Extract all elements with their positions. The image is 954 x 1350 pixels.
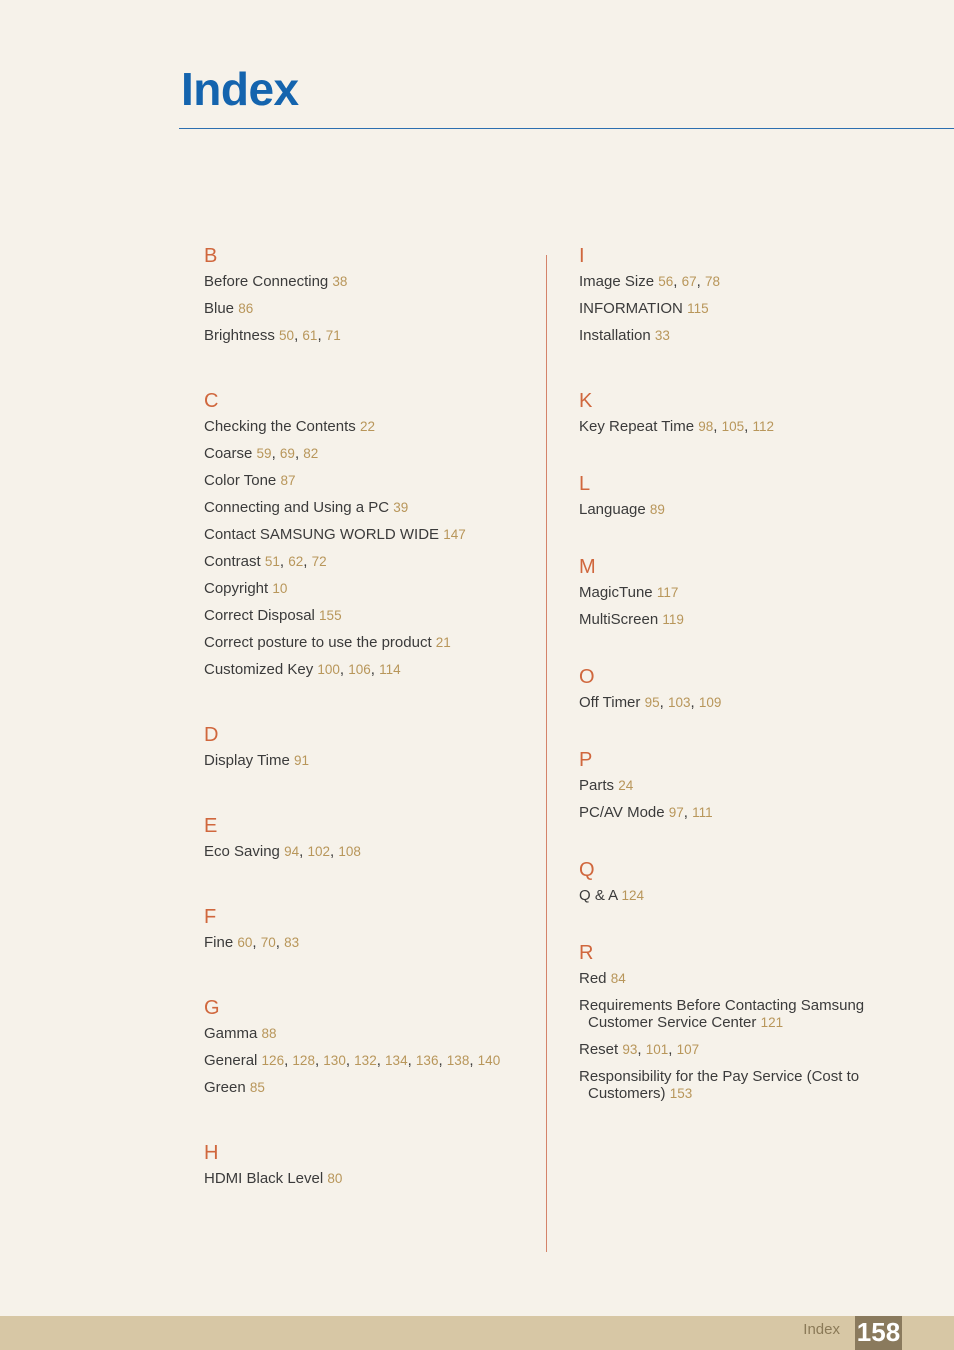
- section-letter: C: [204, 390, 219, 412]
- index-entry: Contrast 51, 62, 72: [204, 553, 327, 570]
- entry-term: Before Connecting: [204, 273, 329, 290]
- entry-term: Red: [579, 970, 607, 987]
- entry-term-continuation-text: Customers): [588, 1085, 666, 1102]
- page-reference-link[interactable]: 138: [446, 1053, 470, 1068]
- index-entry: [204, 499, 534, 516]
- index-entry: [204, 580, 534, 597]
- index-section-l: [579, 471, 939, 518]
- page-reference-link[interactable]: 124: [621, 888, 645, 903]
- index-entry: [204, 418, 534, 435]
- index-column-right: [579, 243, 939, 1102]
- entry-term: Reset: [579, 1041, 619, 1058]
- entry-list: [204, 1170, 534, 1187]
- page-reference-link[interactable]: 39: [393, 500, 409, 515]
- section-letter: H: [204, 1142, 219, 1164]
- page-reference-link[interactable]: 51: [264, 554, 280, 569]
- page-reference-link[interactable]: 101: [645, 1042, 669, 1057]
- entry-term: Contact SAMSUNG WORLD WIDE: [204, 526, 440, 543]
- page-reference-link[interactable]: 105: [721, 419, 745, 434]
- page-reference-link[interactable]: 140: [477, 1053, 501, 1068]
- section-letter: B: [204, 245, 218, 267]
- page-reference-link[interactable]: 128: [292, 1053, 315, 1068]
- index-entry: [579, 997, 939, 1031]
- page-reference-link[interactable]: 33: [654, 328, 670, 343]
- page-reference-link[interactable]: 70: [260, 935, 276, 950]
- entry-term: Brightness: [204, 327, 275, 344]
- index-section-o: [579, 664, 939, 711]
- page-reference-link[interactable]: 22: [359, 419, 375, 434]
- section-letter: G: [204, 997, 220, 1019]
- entry-term: Language: [579, 501, 646, 518]
- page-reference-link[interactable]: 106: [348, 662, 371, 677]
- page-reference-link[interactable]: 119: [662, 612, 684, 627]
- index-entry: [579, 501, 939, 518]
- page-reference-link[interactable]: 130: [323, 1053, 346, 1068]
- index-section-c: [204, 388, 534, 678]
- entry-term: Eco Saving: [204, 843, 280, 860]
- entry-term-continuation: [579, 1014, 939, 1031]
- page-reference-link[interactable]: 111: [692, 805, 713, 820]
- page-reference-link[interactable]: 24: [618, 778, 634, 793]
- entry-term: Coarse: [204, 445, 253, 462]
- index-entry: [204, 1079, 534, 1096]
- page-reference-link[interactable]: 89: [649, 502, 665, 517]
- index-section-f: [204, 904, 534, 951]
- section-letter: L: [579, 473, 591, 495]
- entry-term: Gamma: [204, 1025, 258, 1042]
- page-reference-link[interactable]: 132: [354, 1053, 377, 1068]
- page-reference-link[interactable]: 136: [415, 1053, 439, 1068]
- index-entry: [204, 1170, 534, 1187]
- index-entry: [579, 1068, 939, 1102]
- entry-list: [579, 887, 939, 904]
- entry-term: Parts: [579, 777, 615, 794]
- page-reference-link[interactable]: 59: [256, 446, 272, 461]
- entry-term: Blue: [204, 300, 235, 317]
- index-entry: General 126, 128, 130, 132, 134, 136, 138, 140: [204, 1052, 501, 1069]
- index-entry: Image Size 56, 67, 78: [579, 273, 720, 290]
- index-section-k: [579, 388, 939, 435]
- section-letter: I: [579, 245, 585, 267]
- index-section-i: [579, 243, 939, 344]
- entry-term: Installation: [579, 327, 651, 344]
- page-reference-link[interactable]: 117: [656, 585, 679, 600]
- section-letter: R: [579, 942, 594, 964]
- page-reference-link[interactable]: 78: [704, 274, 720, 289]
- index-column-left: [204, 243, 534, 1187]
- section-letter: D: [204, 724, 219, 746]
- entry-term: Connecting and Using a PC: [204, 499, 390, 516]
- section-letter: E: [204, 815, 218, 837]
- page-reference-link[interactable]: 102: [307, 844, 330, 859]
- index-entry: [579, 887, 939, 904]
- page-reference-link[interactable]: 82: [303, 446, 319, 461]
- entry-list: [579, 777, 939, 821]
- index-entry: Fine 60, 70, 83: [204, 934, 300, 951]
- index-entry: [204, 1025, 534, 1042]
- index-section-e: [204, 813, 534, 860]
- page-reference-link[interactable]: 62: [288, 554, 304, 569]
- index-entry: [579, 300, 939, 317]
- entry-term: HDMI Black Level: [204, 1170, 324, 1187]
- index-section-m: [579, 554, 939, 628]
- index-entry: [204, 472, 534, 489]
- page-reference-link[interactable]: 86: [238, 301, 254, 316]
- index-section-g: [204, 995, 534, 1096]
- page-reference-link[interactable]: 38: [332, 274, 348, 289]
- section-letter: F: [204, 906, 217, 928]
- entry-list: [579, 694, 939, 711]
- index-entry: [579, 611, 939, 628]
- section-letter: K: [579, 390, 593, 412]
- page-reference-link[interactable]: 87: [280, 473, 296, 488]
- page-reference-link[interactable]: 72: [311, 554, 327, 569]
- index-entry: [204, 300, 534, 317]
- entry-term: MagicTune: [579, 584, 653, 601]
- page-reference-link[interactable]: 134: [385, 1053, 408, 1068]
- entry-list: [204, 843, 534, 860]
- index-entry: [204, 634, 534, 651]
- index-section-b: [204, 243, 534, 344]
- page-reference-link[interactable]: 88: [261, 1026, 277, 1041]
- index-entry: PC/AV Mode 97, 111: [579, 804, 713, 821]
- page-reference-link[interactable]: 108: [338, 844, 361, 859]
- page-reference-link[interactable]: 80: [327, 1171, 343, 1186]
- page-reference-link[interactable]: 107: [676, 1042, 700, 1057]
- entry-list: [204, 752, 534, 769]
- page-title: Index: [181, 63, 299, 115]
- index-entry: [579, 777, 939, 794]
- page-reference-link[interactable]: 10: [272, 581, 288, 596]
- entry-list: [204, 934, 534, 951]
- page-reference-link[interactable]: 71: [325, 328, 341, 343]
- page-reference-link[interactable]: 112: [752, 419, 775, 434]
- page-reference-link[interactable]: 115: [687, 301, 709, 316]
- index-section-d: [204, 722, 534, 769]
- page-reference-link[interactable]: 121: [760, 1015, 784, 1030]
- entry-list: [204, 273, 534, 344]
- footer-label: Index: [803, 1321, 840, 1338]
- entry-term: Checking the Contents: [204, 418, 356, 435]
- section-letter: M: [579, 556, 596, 578]
- index-entry: [579, 970, 939, 987]
- entry-term: Contrast: [204, 553, 261, 570]
- column-divider: [546, 255, 547, 1252]
- entry-list: [204, 1025, 534, 1096]
- index-entry: Reset 93, 101, 107: [579, 1041, 700, 1058]
- entry-term: INFORMATION: [579, 300, 683, 317]
- page-reference-link[interactable]: 61: [302, 328, 318, 343]
- page-reference-link[interactable]: 114: [379, 662, 401, 677]
- entry-term: Requirements Before Contacting Samsung: [579, 997, 865, 1014]
- page-reference-link[interactable]: 85: [249, 1080, 265, 1095]
- page-reference-link[interactable]: 155: [319, 608, 342, 623]
- page-reference-link[interactable]: 93: [622, 1042, 638, 1057]
- index-entry: Off Timer 95, 103, 109: [579, 694, 722, 711]
- page-reference-link[interactable]: 50: [279, 328, 295, 343]
- page-reference-link[interactable]: 21: [435, 635, 451, 650]
- index-entry: [579, 327, 939, 344]
- entry-term: Image Size: [579, 273, 655, 290]
- index-section-h: [204, 1140, 534, 1187]
- entry-list: [579, 584, 939, 628]
- entry-term: Copyright: [204, 580, 269, 597]
- entry-term: Correct posture to use the product: [204, 634, 432, 651]
- entry-list: [204, 418, 534, 678]
- entry-term: Customized Key: [204, 661, 314, 678]
- index-entry: [204, 752, 534, 769]
- page-reference-link[interactable]: 94: [284, 844, 300, 859]
- page-reference-link[interactable]: 103: [667, 695, 691, 710]
- page-reference-link[interactable]: 126: [261, 1053, 285, 1068]
- entry-term: Fine: [204, 934, 234, 951]
- entry-term: Off Timer: [579, 694, 641, 711]
- page-reference-link[interactable]: 56: [658, 274, 674, 289]
- entry-term: Q & A: [579, 887, 618, 904]
- title-rule: [179, 128, 954, 129]
- entry-term: Color Tone: [204, 472, 277, 489]
- page-reference-link[interactable]: 91: [294, 753, 310, 768]
- index-entry: Coarse 59, 69, 82: [204, 445, 319, 462]
- page-reference-link[interactable]: 98: [698, 419, 714, 434]
- entry-list: [579, 970, 939, 1102]
- entry-term: PC/AV Mode: [579, 804, 665, 821]
- page-reference-link[interactable]: 67: [681, 274, 697, 289]
- page-reference-link[interactable]: 60: [237, 935, 253, 950]
- page-number: 158: [855, 1316, 902, 1350]
- page-reference-link[interactable]: 83: [284, 935, 300, 950]
- index-entry: Key Repeat Time 98, 105, 112: [579, 418, 775, 435]
- entry-list: [579, 273, 939, 344]
- index-entry: [204, 526, 534, 543]
- page-reference-link[interactable]: 69: [279, 446, 295, 461]
- index-section-r: [579, 940, 939, 1102]
- entry-term: Correct Disposal: [204, 607, 315, 624]
- index-section-q: [579, 857, 939, 904]
- entry-term: Green: [204, 1079, 246, 1096]
- index-entry: Brightness 50, 61, 71: [204, 327, 341, 344]
- index-entry: [204, 273, 534, 290]
- index-entry: Eco Saving 94, 102, 108: [204, 843, 361, 860]
- entry-term-continuation: [579, 1085, 939, 1102]
- section-letter: Q: [579, 859, 595, 881]
- entry-term: General: [204, 1052, 258, 1069]
- page-reference-link[interactable]: 95: [644, 695, 660, 710]
- entry-term-continuation-text: Customer Service Center: [588, 1014, 757, 1031]
- page-reference-link[interactable]: 97: [668, 805, 684, 820]
- entry-term: Responsibility for the Pay Service (Cost to: [579, 1068, 860, 1085]
- page-reference-link[interactable]: 100: [317, 662, 340, 677]
- entry-list: [579, 418, 939, 435]
- page-reference-link[interactable]: 147: [443, 527, 466, 542]
- entry-term: Display Time: [204, 752, 290, 769]
- index-entry: [204, 607, 534, 624]
- section-letter: O: [579, 666, 595, 688]
- entry-list: [579, 501, 939, 518]
- index-section-p: [579, 747, 939, 821]
- page-reference-link[interactable]: 109: [698, 695, 722, 710]
- index-entry: [579, 584, 939, 601]
- entry-term: Key Repeat Time: [579, 418, 695, 435]
- page-reference-link[interactable]: 153: [669, 1086, 693, 1101]
- page-reference-link[interactable]: 84: [610, 971, 626, 986]
- entry-term: MultiScreen: [579, 611, 659, 628]
- section-letter: P: [579, 749, 593, 771]
- index-entry: Customized Key 100, 106, 114: [204, 661, 401, 678]
